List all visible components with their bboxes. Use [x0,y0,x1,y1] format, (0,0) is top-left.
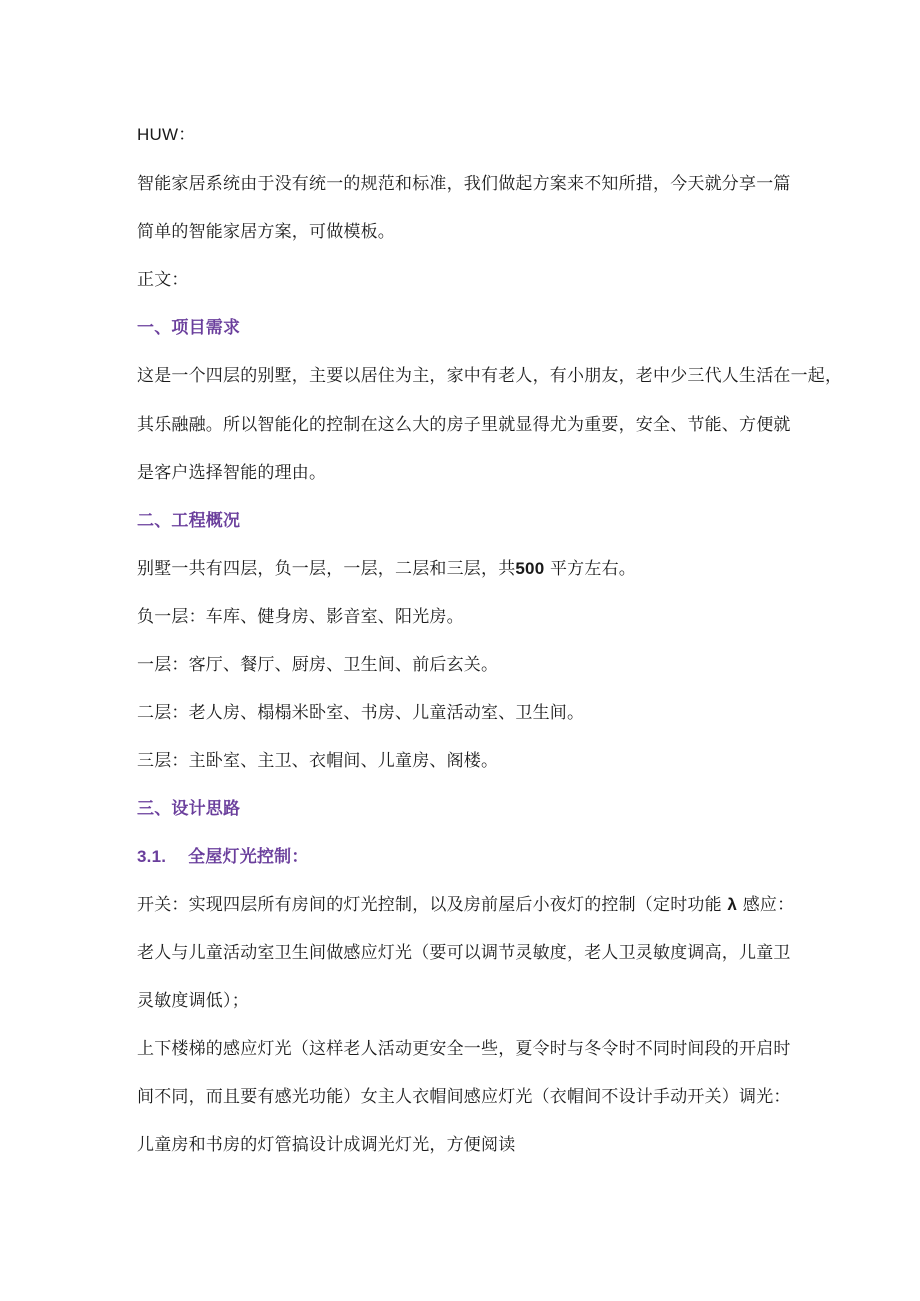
section-3-heading: 三、设计思路 [137,799,241,819]
lighting-sensor-text: 感应： [742,895,795,915]
subsection-number: 3.1. [137,847,167,866]
subsection-3-1-heading [137,846,309,868]
floor-1-description: 一层：客厅、餐厅、厨房、卫生间、前后玄关。 [137,655,499,675]
lighting-switch-text: 开关：实现四层所有房间的灯光控制，以及房前屋后小夜灯的控制（定时功能 [137,895,722,915]
section-1-paragraph-line-2: 其乐融融。所以智能化的控制在这么大的房子里就显得尤为重要，安全、节能、方便就 [137,415,791,435]
floor-3-description: 三层：主卧室、主卫、衣帽间、儿童房、阁楼。 [137,751,499,771]
lighting-line-4: 上下楼梯的感应灯光（这样老人活动更安全一些，夏令时与冬令时不同时间段的开启时 [137,1039,791,1059]
header-label: ΗUW： [137,125,196,144]
overview-text-after: 平方左右。 [549,559,636,579]
lighting-line-5: 间不同，而且要有感光功能）女主人衣帽间感应灯光（衣帽间不设计手动开关）调光： [137,1087,791,1107]
body-label: 正文： [137,270,189,290]
intro-line-2: 简单的智能家居方案，可做模板。 [137,222,395,242]
lighting-line-1 [137,894,794,916]
overview-text-before: 别墅一共有四层，负一层，一层，二层和三层，共 [137,559,516,579]
floor-b1-description: 负一层：车库、健身房、影音室、阳光房。 [137,607,464,627]
intro-line-1: 智能家居系统由于没有统一的规范和标准，我们做起方案来不知所措，今天就分享一篇 [137,174,791,194]
floor-2-description: 二层：老人房、榻榻米卧室、书房、儿童活动室、卫生间。 [137,703,585,723]
section-2-heading: 二、工程概况 [137,511,241,531]
section-1-heading: 一、项目需求 [137,318,241,338]
lighting-line-3: 灵敏度调低）； [137,991,249,1011]
section-1-paragraph-line-1: 这是一个四层的别墅，主要以居住为主，家中有老人，有小朋友，老中少三代人生活在一起， [137,366,843,386]
section-2-overview [137,558,636,580]
lambda-symbol: λ [727,895,738,914]
lighting-line-6: 儿童房和书房的灯管搞设计成调光灯光，方便阅读 [137,1135,516,1155]
overview-area-number: 500 [515,559,545,578]
subsection-title: 全屋灯光控制： [188,847,309,867]
section-1-paragraph-line-3: 是客户选择智能的理由。 [137,463,327,483]
lighting-line-2: 老人与儿童活动室卫生间做感应灯光（要可以调节灵敏度，老人卫灵敏度调高，儿童卫 [137,943,791,963]
